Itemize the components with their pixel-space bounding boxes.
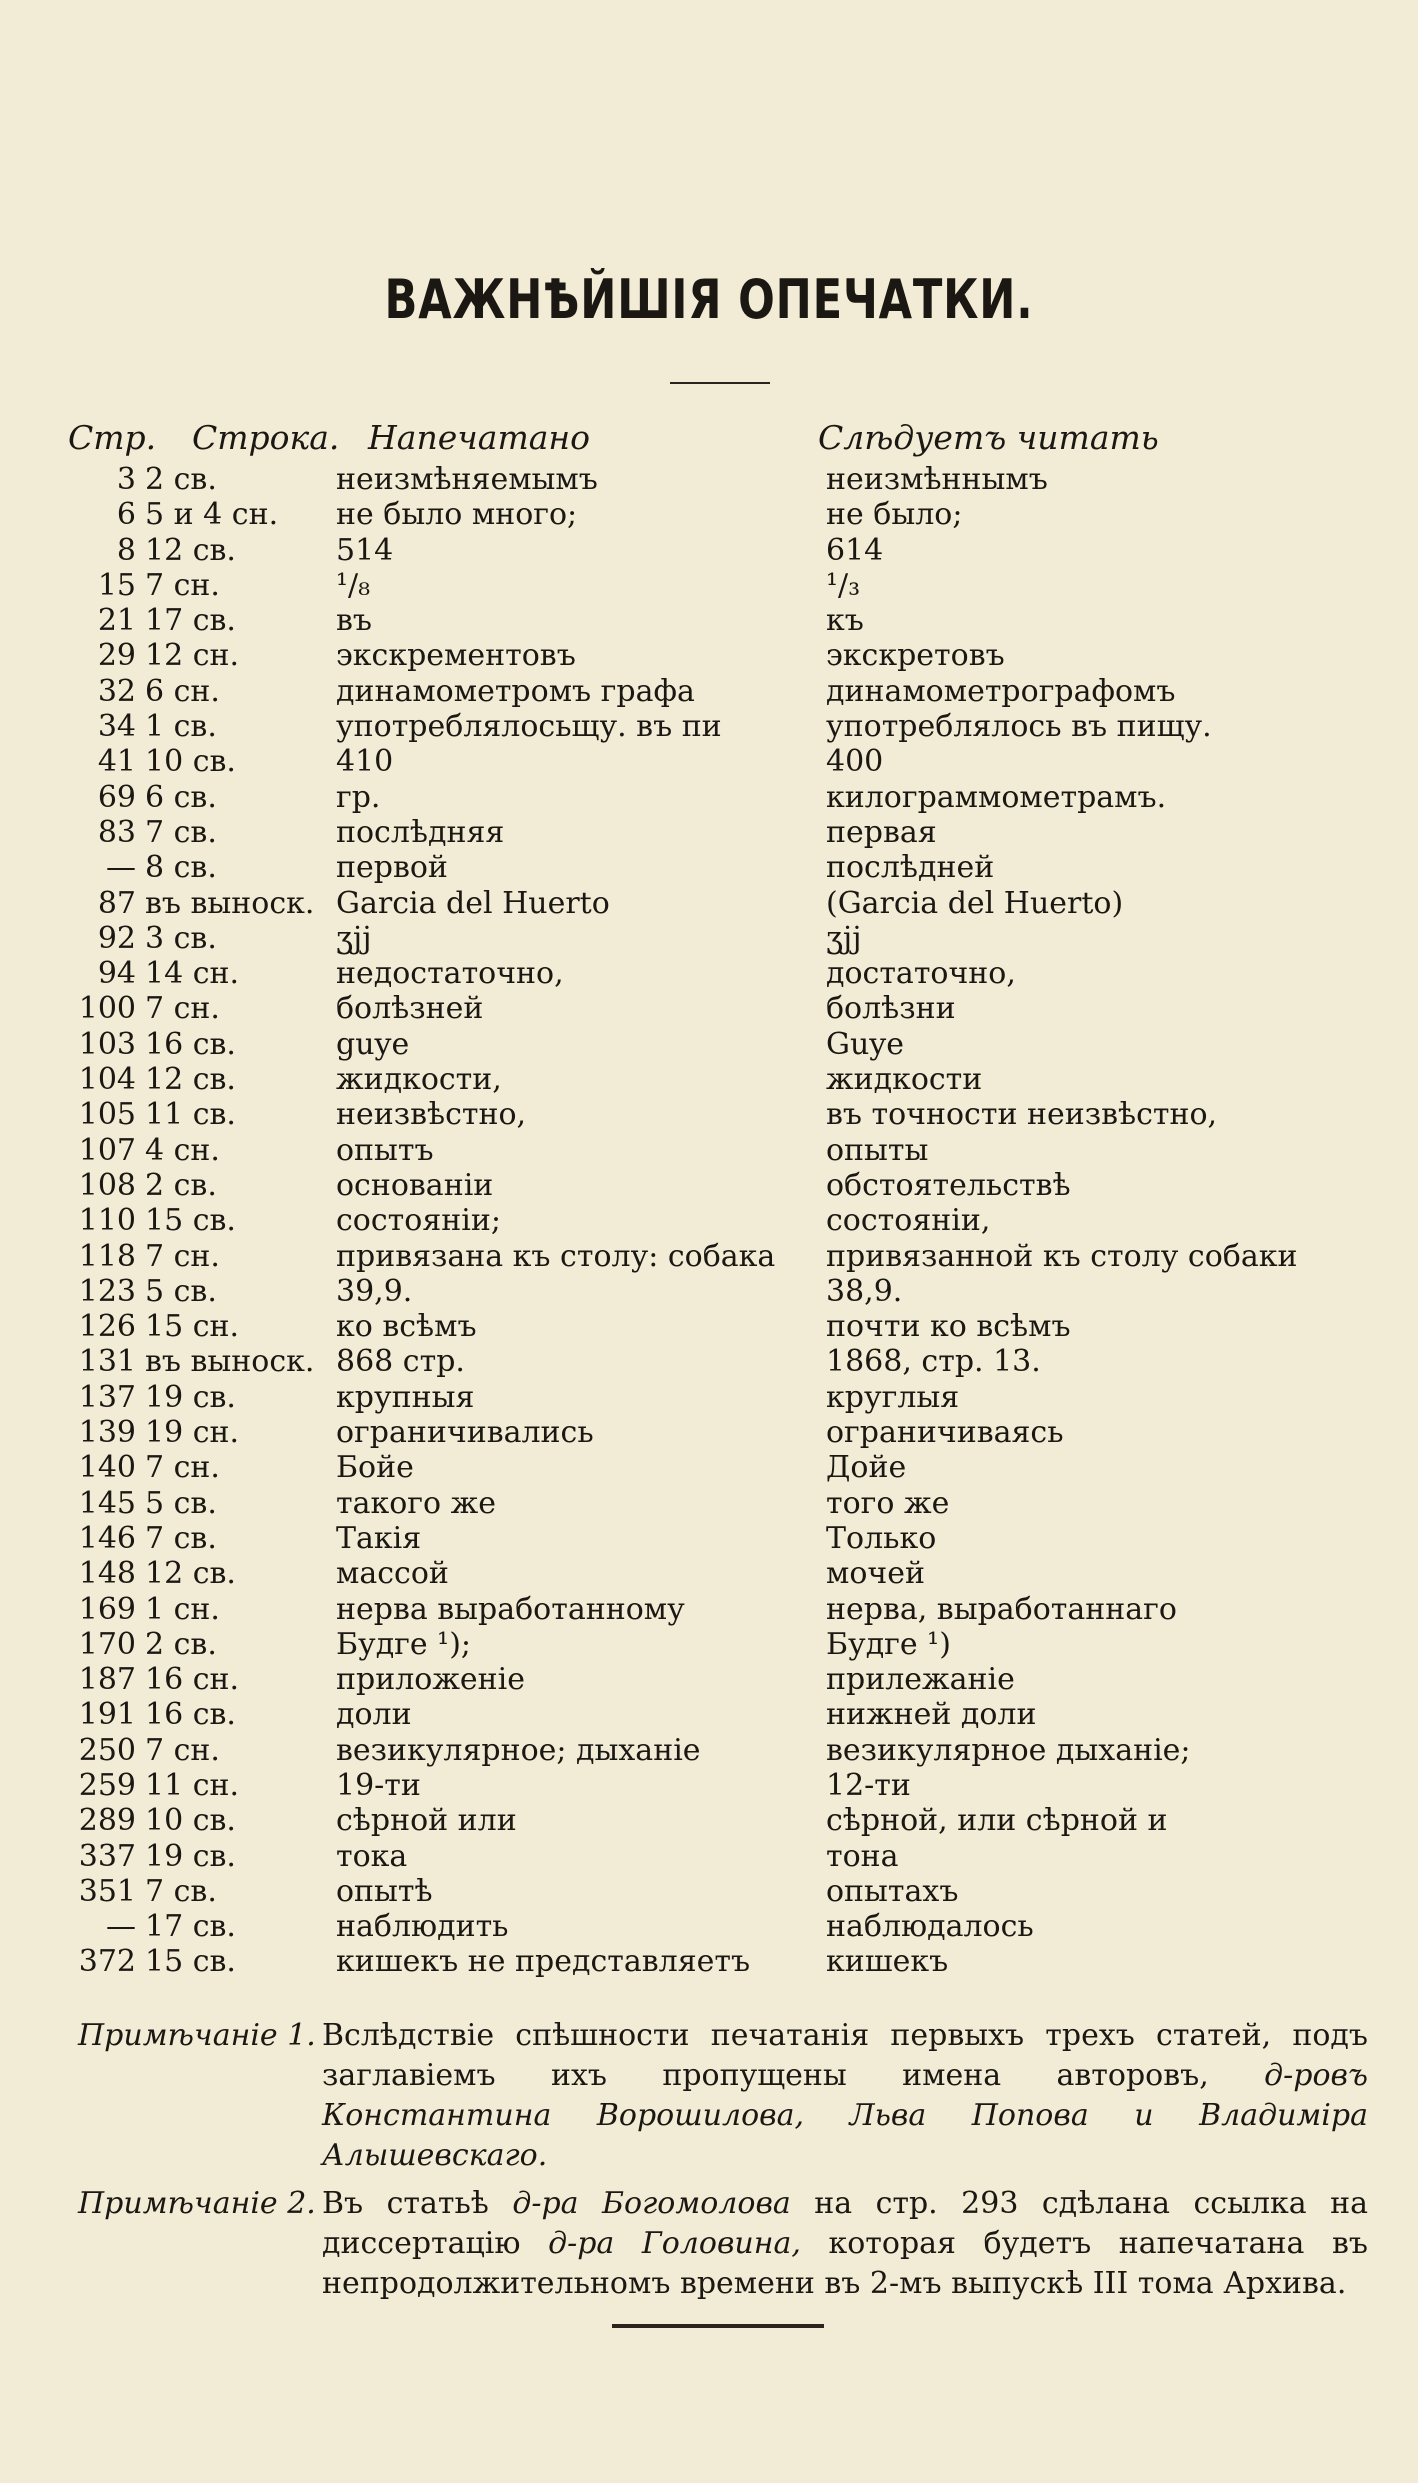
note-emphasis: д-ра Богомолова bbox=[512, 2186, 791, 2221]
line-cell: 7 сн. bbox=[145, 1732, 220, 1768]
line-cell: 7 сн. bbox=[145, 1450, 220, 1486]
line-cell: 16 сн. bbox=[145, 1662, 240, 1698]
line-cell: 15 сн. bbox=[145, 1309, 240, 1345]
table-row bbox=[0, 709, 1418, 744]
should-read-cell: состояніи, bbox=[826, 1203, 991, 1239]
note-segment: на стр. 293 сдѣлана ссылка на диссертацію bbox=[322, 2186, 1368, 2261]
should-read-cell: круглыя bbox=[826, 1379, 960, 1415]
page-cell: 148 bbox=[78, 1556, 136, 1592]
page-cell: 187 bbox=[78, 1662, 136, 1698]
page-cell: 92 bbox=[97, 920, 136, 956]
printed-cell: не было много; bbox=[336, 497, 578, 533]
printed-cell: такого же bbox=[336, 1485, 496, 1521]
header-printed: Напечатано bbox=[368, 418, 591, 457]
page-cell: 110 bbox=[78, 1203, 136, 1239]
printed-cell: кишекъ не представляетъ bbox=[336, 1944, 751, 1980]
should-read-cell: 1868, стр. 13. bbox=[826, 1344, 1041, 1380]
should-read-cell: наблюдалось bbox=[826, 1909, 1034, 1945]
should-read-cell: почти ко всѣмъ bbox=[826, 1309, 1071, 1345]
should-read-cell: сѣрной, или сѣрной и bbox=[826, 1803, 1168, 1839]
page-cell: 6 bbox=[116, 497, 136, 533]
printed-cell: состояніи; bbox=[336, 1203, 501, 1239]
notes-section bbox=[0, 2016, 1418, 2312]
table-row bbox=[0, 1027, 1418, 1062]
line-cell: 1 св. bbox=[145, 709, 217, 745]
page-cell: 34 bbox=[97, 709, 136, 745]
page-cell: 41 bbox=[97, 744, 136, 780]
table-row bbox=[0, 886, 1418, 921]
printed-cell: привязана къ столу: собака bbox=[336, 1238, 776, 1274]
table-row bbox=[0, 1344, 1418, 1379]
should-read-cell: ¹/₃ bbox=[826, 567, 861, 603]
line-cell: въ выноск. bbox=[145, 1344, 315, 1380]
printed-cell: основаніи bbox=[336, 1167, 494, 1203]
page-cell: 104 bbox=[78, 1062, 136, 1098]
line-cell: 5 и 4 сн. bbox=[145, 497, 279, 533]
line-cell: 16 св. bbox=[145, 1697, 236, 1733]
printed-cell: Бойе bbox=[336, 1450, 414, 1486]
table-row bbox=[0, 921, 1418, 956]
table-row bbox=[0, 1697, 1418, 1732]
page-cell: 170 bbox=[78, 1626, 136, 1662]
errata-table-header bbox=[0, 418, 1418, 468]
page-cell: 8 bbox=[116, 532, 136, 568]
table-row bbox=[0, 1874, 1418, 1909]
should-read-cell: жидкости bbox=[826, 1062, 983, 1098]
header-page: Стр. bbox=[68, 418, 157, 457]
line-cell: 7 св. bbox=[145, 814, 217, 850]
printed-cell: нерва выработанному bbox=[336, 1591, 685, 1627]
page-cell: 3 bbox=[116, 462, 136, 497]
printed-cell: 19-ти bbox=[336, 1767, 421, 1803]
table-row bbox=[0, 1768, 1418, 1803]
should-read-cell: 400 bbox=[826, 744, 884, 780]
line-cell: 7 сн. bbox=[145, 567, 220, 603]
printed-cell: жидкости, bbox=[336, 1062, 502, 1098]
page-cell: 94 bbox=[97, 956, 136, 992]
should-read-cell: экскретовъ bbox=[826, 638, 1005, 674]
table-row bbox=[0, 1909, 1418, 1944]
printed-cell: Будге ¹); bbox=[336, 1626, 472, 1662]
should-read-cell: неизмѣннымъ bbox=[826, 462, 1048, 497]
table-row bbox=[0, 1168, 1418, 1203]
page-cell: 145 bbox=[78, 1485, 136, 1521]
should-read-cell: тона bbox=[826, 1838, 899, 1874]
note-text bbox=[322, 2016, 1368, 2176]
table-row bbox=[0, 1944, 1418, 1979]
printed-cell: динамометромъ графа bbox=[336, 673, 695, 709]
should-read-cell: опытахъ bbox=[826, 1873, 959, 1909]
should-read-cell: (Garcia del Huerto) bbox=[826, 885, 1124, 921]
printed-cell: 410 bbox=[336, 744, 394, 780]
should-read-cell: болѣзни bbox=[826, 991, 956, 1027]
printed-cell: наблюдить bbox=[336, 1909, 509, 1945]
table-row bbox=[0, 568, 1418, 603]
table-row bbox=[0, 744, 1418, 779]
should-read-cell: прилежаніе bbox=[826, 1662, 1015, 1698]
printed-cell: болѣзней bbox=[336, 991, 484, 1027]
line-cell: 4 сн. bbox=[145, 1132, 220, 1168]
should-read-cell: употреблялось въ пищу. bbox=[826, 709, 1212, 745]
line-cell: 14 сн. bbox=[145, 956, 240, 992]
should-read-cell: ограничиваясь bbox=[826, 1415, 1064, 1451]
table-row bbox=[0, 1662, 1418, 1697]
title-divider bbox=[670, 382, 770, 384]
page-cell: 250 bbox=[78, 1732, 136, 1768]
should-read-cell: Будге ¹) bbox=[826, 1626, 951, 1662]
page-cell: 126 bbox=[78, 1309, 136, 1345]
should-read-cell: динамометрографомъ bbox=[826, 673, 1176, 709]
should-read-cell: 12-ти bbox=[826, 1767, 911, 1803]
page-cell: 337 bbox=[78, 1838, 136, 1874]
printed-cell: ограничивались bbox=[336, 1415, 594, 1451]
should-read-cell: первая bbox=[826, 814, 937, 850]
note-text bbox=[322, 2184, 1368, 2304]
page-cell: 69 bbox=[97, 779, 136, 815]
line-cell: 12 св. bbox=[145, 1062, 236, 1098]
should-read-cell: достаточно, bbox=[826, 956, 1016, 992]
printed-cell: неизвѣстно, bbox=[336, 1097, 527, 1133]
should-read-cell: того же bbox=[826, 1485, 950, 1521]
printed-cell: гр. bbox=[336, 779, 381, 815]
printed-cell: опытѣ bbox=[336, 1873, 433, 1909]
should-read-cell: въ точности неизвѣстно, bbox=[826, 1097, 1218, 1133]
line-cell: 15 св. bbox=[145, 1944, 236, 1980]
printed-cell: первой bbox=[336, 850, 448, 886]
page-cell: — bbox=[106, 1909, 136, 1945]
should-read-cell: послѣдней bbox=[826, 850, 995, 886]
printed-cell: 514 bbox=[336, 532, 394, 568]
page-cell: 87 bbox=[97, 885, 136, 921]
table-row bbox=[0, 638, 1418, 673]
line-cell: 7 сн. bbox=[145, 991, 220, 1027]
should-read-cell: нерва, выработаннаго bbox=[826, 1591, 1177, 1627]
should-read-cell: везикулярное дыханіе; bbox=[826, 1732, 1191, 1768]
printed-cell: въ bbox=[336, 603, 372, 639]
line-cell: 3 св. bbox=[145, 920, 217, 956]
page-cell: 123 bbox=[78, 1273, 136, 1309]
printed-cell: Garcia del Huerto bbox=[336, 885, 610, 921]
line-cell: 2 св. bbox=[145, 1626, 217, 1662]
page-cell: 107 bbox=[78, 1132, 136, 1168]
table-row bbox=[0, 1486, 1418, 1521]
printed-cell: сѣрной или bbox=[336, 1803, 517, 1839]
page-cell: 146 bbox=[78, 1520, 136, 1556]
line-cell: 17 св. bbox=[145, 603, 236, 639]
line-cell: 6 св. bbox=[145, 779, 217, 815]
printed-cell: опытъ bbox=[336, 1132, 434, 1168]
page-cell: 139 bbox=[78, 1415, 136, 1451]
table-row bbox=[0, 1239, 1418, 1274]
line-cell: 10 св. bbox=[145, 1803, 236, 1839]
should-read-cell: мочей bbox=[826, 1556, 925, 1592]
note bbox=[0, 2184, 1418, 2304]
page-cell: 105 bbox=[78, 1097, 136, 1133]
table-row bbox=[0, 1521, 1418, 1556]
line-cell: 12 сн. bbox=[145, 638, 240, 674]
line-cell: 15 св. bbox=[145, 1203, 236, 1239]
table-row bbox=[0, 1556, 1418, 1591]
page-cell: 83 bbox=[97, 814, 136, 850]
printed-cell: ¹/₈ bbox=[336, 567, 371, 603]
table-row bbox=[0, 956, 1418, 991]
printed-cell: послѣдняя bbox=[336, 814, 505, 850]
note-label: Примѣчаніе 1. bbox=[78, 2018, 316, 2053]
table-row bbox=[0, 815, 1418, 850]
note-emphasis: д-ра Головина, bbox=[548, 2226, 801, 2261]
note-label: Примѣчаніе 2. bbox=[78, 2186, 316, 2221]
printed-cell: экскрементовъ bbox=[336, 638, 576, 674]
line-cell: 16 св. bbox=[145, 1026, 236, 1062]
line-cell: 11 св. bbox=[145, 1097, 236, 1133]
printed-cell: доли bbox=[336, 1697, 412, 1733]
line-cell: 5 св. bbox=[145, 1485, 217, 1521]
note-emphasis: д-ровъ Константина Ворошилова, Льва Попова и Владиміра Алышевскаго. bbox=[322, 2058, 1368, 2173]
line-cell: 7 св. bbox=[145, 1520, 217, 1556]
page-cell: 100 bbox=[78, 991, 136, 1027]
page-cell: 140 bbox=[78, 1450, 136, 1486]
page-cell: 259 bbox=[78, 1767, 136, 1803]
printed-cell: тока bbox=[336, 1838, 408, 1874]
printed-cell: ко всѣмъ bbox=[336, 1309, 477, 1345]
table-row bbox=[0, 1309, 1418, 1344]
printed-cell: ʒjj bbox=[336, 920, 372, 956]
page-cell: 137 bbox=[78, 1379, 136, 1415]
page-cell: 21 bbox=[97, 603, 136, 639]
should-read-cell: Только bbox=[826, 1520, 937, 1556]
should-read-cell: ʒjj bbox=[826, 920, 862, 956]
line-cell: 19 св. bbox=[145, 1379, 236, 1415]
table-row bbox=[0, 1592, 1418, 1627]
printed-cell: недостаточно, bbox=[336, 956, 564, 992]
should-read-cell: къ bbox=[826, 603, 864, 639]
table-row bbox=[0, 1203, 1418, 1238]
bottom-divider bbox=[612, 2324, 824, 2328]
line-cell: 11 сн. bbox=[145, 1767, 240, 1803]
note-segment: которая будетъ напечатана въ непродолжительномъ времени въ 2-мъ выпускѣ III тома Архива. bbox=[322, 2226, 1368, 2301]
should-read-cell: 614 bbox=[826, 532, 884, 568]
printed-cell: 39,9. bbox=[336, 1273, 413, 1309]
page-cell: 103 bbox=[78, 1026, 136, 1062]
table-row bbox=[0, 1627, 1418, 1662]
line-cell: 2 св. bbox=[145, 462, 217, 497]
table-row bbox=[0, 674, 1418, 709]
header-should-read: Слѣдуетъ читать bbox=[818, 418, 1159, 457]
table-row bbox=[0, 533, 1418, 568]
table-row bbox=[0, 1380, 1418, 1415]
note-segment: Вслѣдствіе спѣшности печатанія первыхъ трехъ статей, подъ заглавіемъ ихъ пропущены имена авторовъ, bbox=[322, 2018, 1368, 2093]
line-cell: 19 сн. bbox=[145, 1415, 240, 1451]
table-row bbox=[0, 1415, 1418, 1450]
page-cell: 351 bbox=[78, 1873, 136, 1909]
table-row bbox=[0, 1450, 1418, 1485]
page-cell: 289 bbox=[78, 1803, 136, 1839]
line-cell: 2 св. bbox=[145, 1167, 217, 1203]
header-line: Строка. bbox=[192, 418, 340, 457]
should-read-cell: обстоятельствѣ bbox=[826, 1167, 1071, 1203]
table-row bbox=[0, 1733, 1418, 1768]
page-cell: 32 bbox=[97, 673, 136, 709]
table-row bbox=[0, 462, 1418, 497]
line-cell: 1 сн. bbox=[145, 1591, 220, 1627]
page-cell: 118 bbox=[78, 1238, 136, 1274]
line-cell: 10 св. bbox=[145, 744, 236, 780]
page-cell: 29 bbox=[97, 638, 136, 674]
printed-cell: guye bbox=[336, 1026, 410, 1062]
page-title: ВАЖНѢЙШІЯ ОПЕЧАТКИ. bbox=[384, 268, 1034, 331]
should-read-cell: опыты bbox=[826, 1132, 929, 1168]
table-row bbox=[0, 1133, 1418, 1168]
should-read-cell: килограммометрамъ. bbox=[826, 779, 1167, 815]
table-row bbox=[0, 1062, 1418, 1097]
table-row bbox=[0, 850, 1418, 885]
page-cell: 372 bbox=[78, 1944, 136, 1980]
printed-cell: неизмѣняемымъ bbox=[336, 462, 598, 497]
table-row bbox=[0, 1097, 1418, 1132]
should-read-cell: нижней доли bbox=[826, 1697, 1037, 1733]
note bbox=[0, 2016, 1418, 2176]
printed-cell: Такія bbox=[336, 1520, 422, 1556]
line-cell: 12 св. bbox=[145, 1556, 236, 1592]
errata-table bbox=[0, 462, 1418, 1980]
line-cell: 6 сн. bbox=[145, 673, 220, 709]
should-read-cell: не было; bbox=[826, 497, 963, 533]
table-row bbox=[0, 1839, 1418, 1874]
printed-cell: крупныя bbox=[336, 1379, 475, 1415]
table-row bbox=[0, 991, 1418, 1026]
line-cell: въ выноск. bbox=[145, 885, 315, 921]
line-cell: 7 св. bbox=[145, 1873, 217, 1909]
should-read-cell: Дойе bbox=[826, 1450, 907, 1486]
line-cell: 8 св. bbox=[145, 850, 217, 886]
printed-cell: приложеніе bbox=[336, 1662, 526, 1698]
table-row bbox=[0, 1803, 1418, 1838]
should-read-cell: Guye bbox=[826, 1026, 904, 1062]
line-cell: 19 св. bbox=[145, 1838, 236, 1874]
should-read-cell: 38,9. bbox=[826, 1273, 903, 1309]
page-cell: — bbox=[106, 850, 136, 886]
table-row bbox=[0, 497, 1418, 532]
page-cell: 108 bbox=[78, 1167, 136, 1203]
line-cell: 5 св. bbox=[145, 1273, 217, 1309]
should-read-cell: кишекъ bbox=[826, 1944, 949, 1980]
table-row bbox=[0, 1274, 1418, 1309]
printed-cell: 868 стр. bbox=[336, 1344, 465, 1380]
table-row bbox=[0, 780, 1418, 815]
printed-cell: массой bbox=[336, 1556, 449, 1592]
line-cell: 7 сн. bbox=[145, 1238, 220, 1274]
printed-cell: везикулярное; дыханіе bbox=[336, 1732, 701, 1768]
page-cell: 191 bbox=[78, 1697, 136, 1733]
line-cell: 12 св. bbox=[145, 532, 236, 568]
page-cell: 15 bbox=[97, 567, 136, 603]
line-cell: 17 св. bbox=[145, 1909, 236, 1945]
printed-cell: употреблялосьщу. въ пи bbox=[336, 709, 722, 745]
page-cell: 131 bbox=[78, 1344, 136, 1380]
should-read-cell: привязанной къ столу собаки bbox=[826, 1238, 1298, 1274]
page-cell: 169 bbox=[78, 1591, 136, 1627]
note-segment: Въ статьѣ bbox=[322, 2186, 513, 2221]
table-row bbox=[0, 603, 1418, 638]
